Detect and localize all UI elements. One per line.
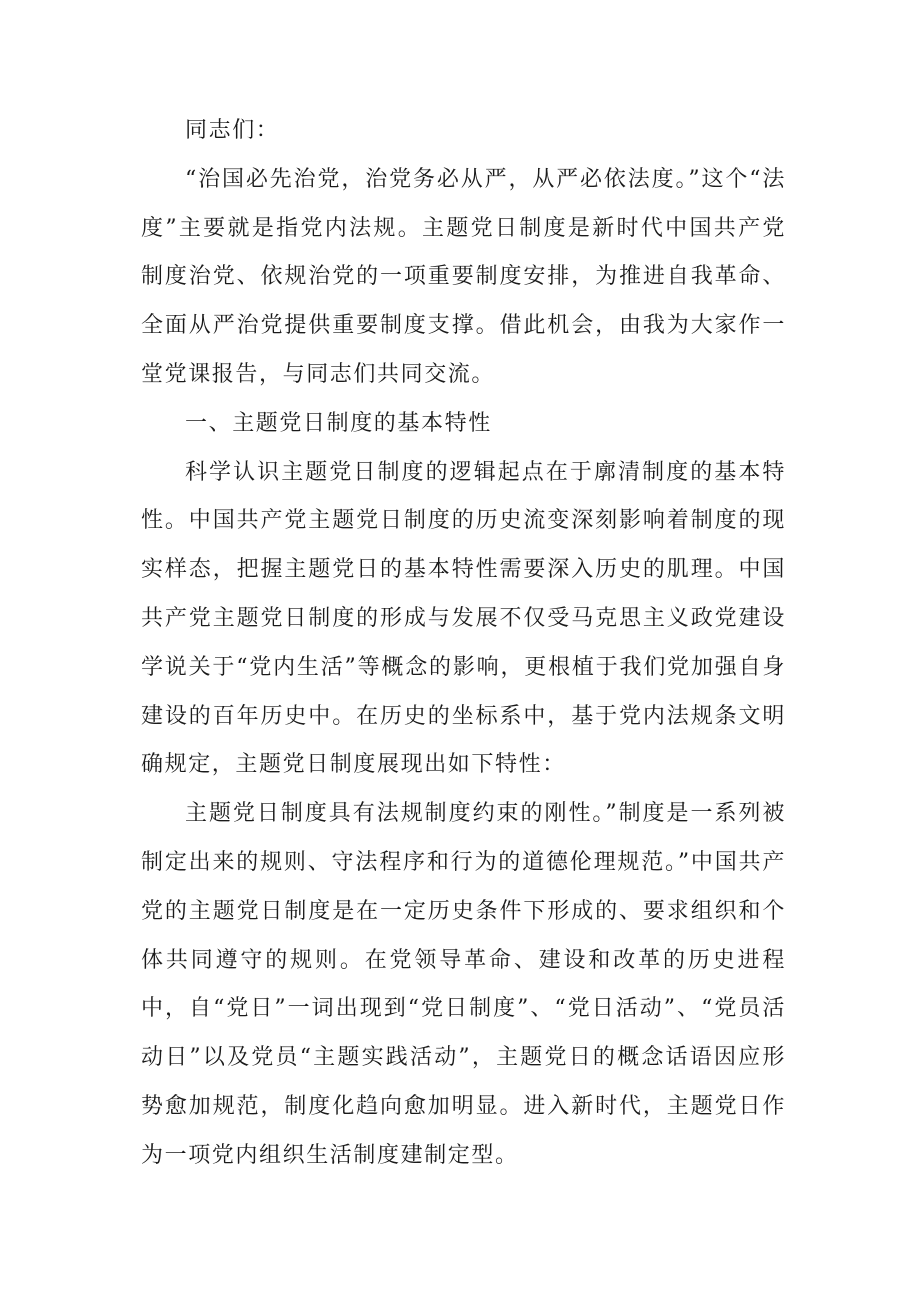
body-paragraph: 主题党日制度具有法规制度约束的刚性。”制度是一系列被制定出来的规则、守法程序和行为的道德伦理规范。”中国共产党的主题党日制度是在一定历史条件下形成的、要求组织和个体共同遵守的规则。在党领导革命、建设和改革的历史进程中，自“党日”一词出现到“党日制度”、“党日活动”、“党员活动日”以及党员“主题实践活动”，主题党日的概念话语因应形势愈加规范，制度化趋向愈加明显。进入新时代，主题党日作为一项党内组织生活制度建制定型。 (141, 801, 786, 1168)
body-paragraph: 科学认识主题党日制度的逻辑起点在于廓清制度的基本特性。中国共产党主题党日制度的历史流变深刻影响着制度的现实样态，把握主题党日的基本特性需要深入历史的肌理。中国共产党主题党日制度的形成与发展不仅受马克思主义政党建设学说关于“党内生活”等概念的影响，更根植于我们党加强自身建设的百年历史中。在历史的坐标系中，基于党内法规条文明确规定，主题党日制度展现出如下特性： (141, 459, 786, 778)
document-body (141, 107, 786, 1181)
salutation: 同志们： (185, 118, 280, 143)
section-heading: 一、主题党日制度的基本特性 (185, 410, 492, 436)
intro-paragraph: “治国必先治党，治党务必从严，从严必依法度。”这个“法度”主要就是指党内法规。主题党日制度是新时代中国共产党制度治党、依规治党的一项重要制度安排，为推进自我革命、全面从严治党提供重要制度支撑。借此机会，由我为大家作一堂党课报告，与同志们共同交流。 (141, 166, 786, 387)
